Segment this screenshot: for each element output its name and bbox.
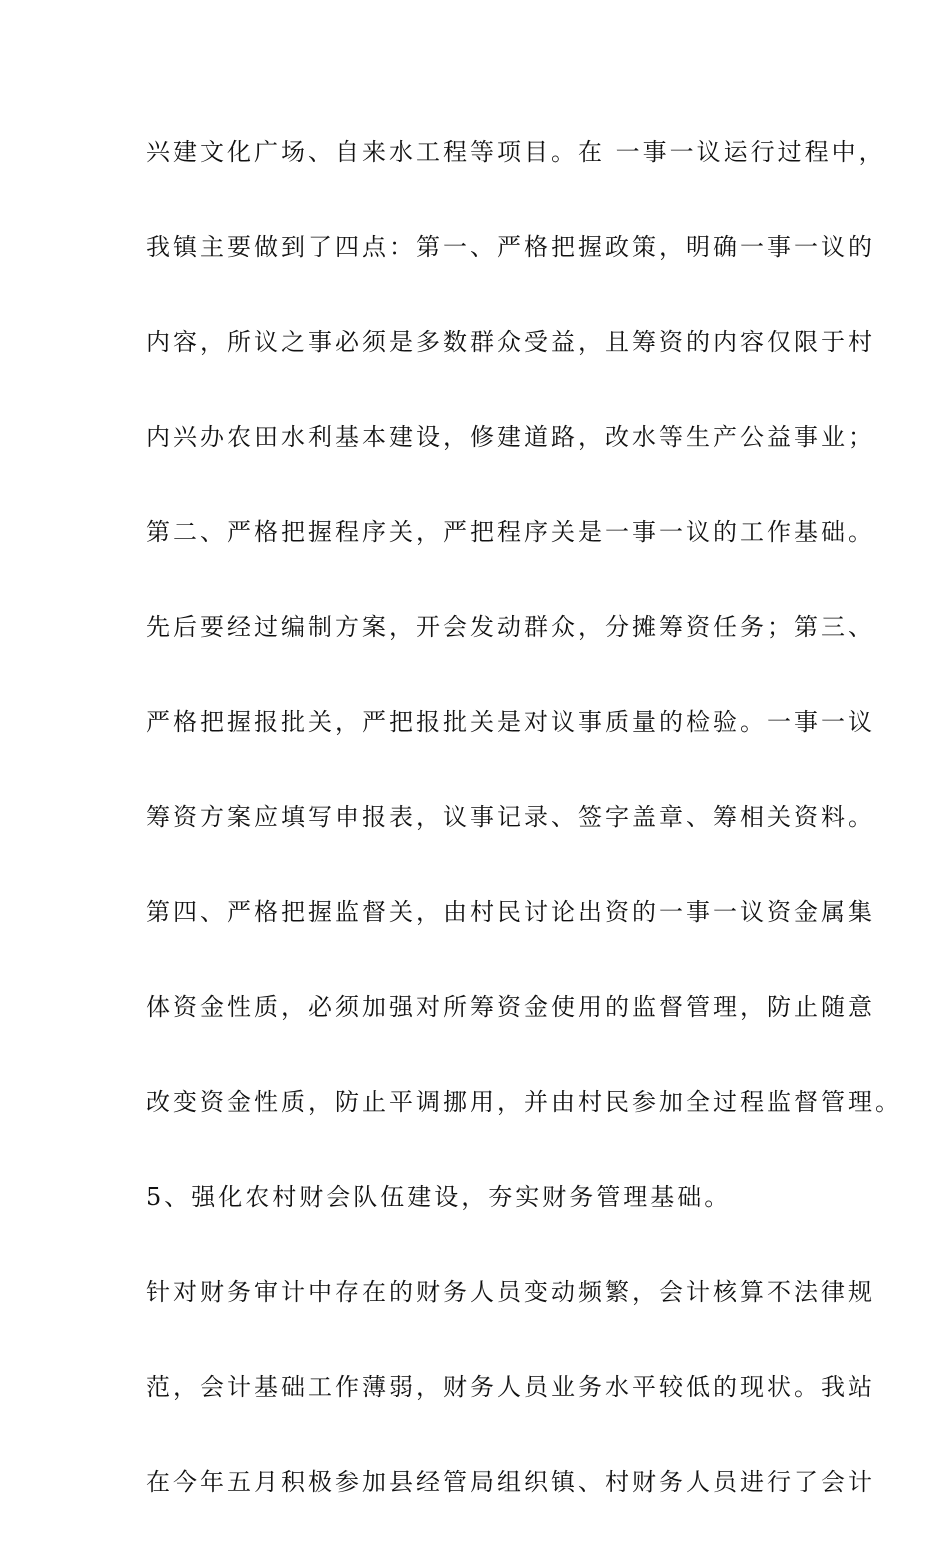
- text-line-1: 兴建文化广场、自来水工程等项目。在 一事一议运行过程中，: [146, 138, 886, 166]
- text-line-9: 第四、严格把握监督关，由村民讨论出资的一事一议资金属集: [146, 898, 875, 926]
- body-text: [146, 132, 902, 1557]
- text-line-15: 在今年五月积极参加县经管局组织镇、村财务人员进行了会计: [146, 1468, 875, 1496]
- text-line-6: 先后要经过编制方案，开会发动群众，分摊筹资任务；第三、: [146, 613, 875, 641]
- text-line-11: 改变资金性质，防止平调挪用，并由村民参加全过程监督管理。: [146, 1088, 902, 1116]
- text-line-7: 严格把握报批关，严把报批关是对议事质量的检验。一事一议: [146, 708, 875, 736]
- text-line-2: 我镇主要做到了四点：第一、严格把握政策，明确一事一议的: [146, 233, 875, 261]
- text-line-8: 筹资方案应填写申报表，议事记录、签字盖章、筹相关资料。: [146, 803, 875, 831]
- text-line-5: 第二、严格把握程序关，严把程序关是一事一议的工作基础。: [146, 518, 875, 546]
- text-line-13: 针对财务审计中存在的财务人员变动频繁，会计核算不法律规: [146, 1278, 875, 1306]
- text-line-14: 范，会计基础工作薄弱，财务人员业务水平较低的现状。我站: [146, 1373, 875, 1401]
- text-line-10: 体资金性质，必须加强对所筹资金使用的监督管理，防止随意: [146, 993, 875, 1021]
- section-heading: 5、强化农村财会队伍建设，夯实财务管理基础。: [146, 1183, 732, 1211]
- text-line-3: 内容，所议之事必须是多数群众受益，且筹资的内容仅限于村: [146, 328, 875, 356]
- text-line-4: 内兴办农田水利基本建设，修建道路，改水等生产公益事业；: [146, 423, 875, 451]
